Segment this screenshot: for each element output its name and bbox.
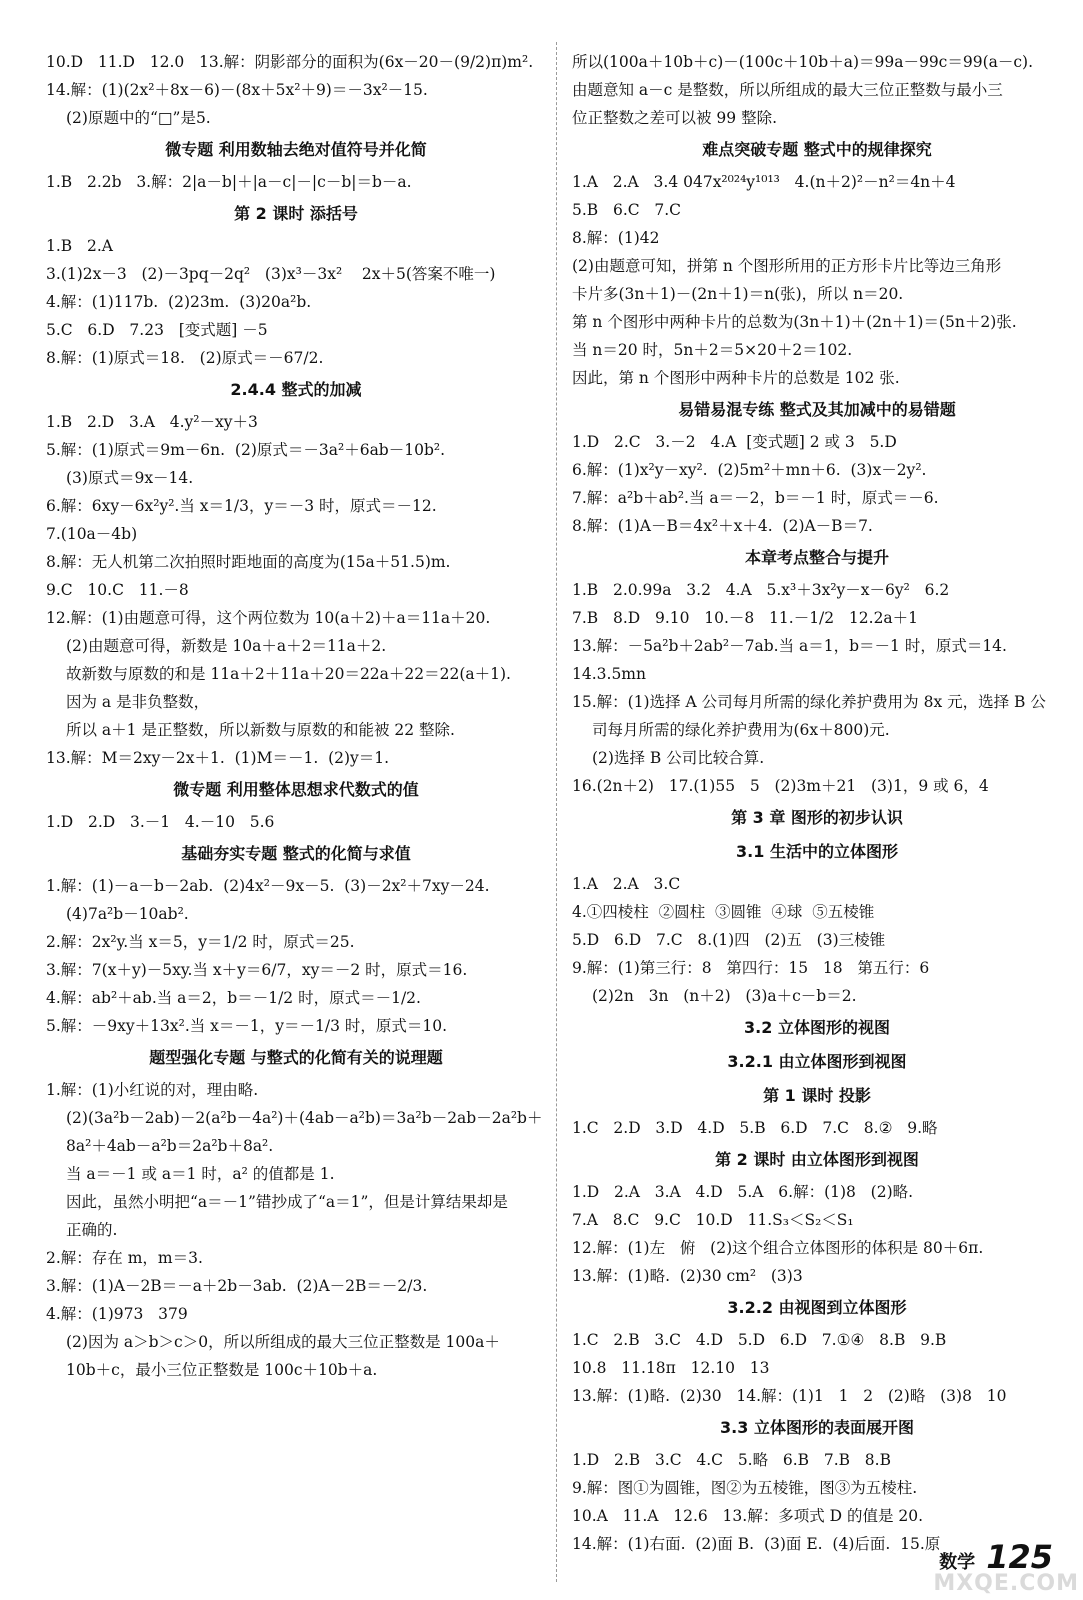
- answer-line: 10.8 11.18π 12.10 13: [572, 1359, 770, 1377]
- section-heading: 题型强化专题 与整式的化简有关的说理题: [149, 1048, 443, 1067]
- answer-line: 1.D 2.C 3.－2 4.A [变式题] 2 或 3 5.D: [572, 433, 897, 451]
- answer-line: 16.(2n＋2) 17.(1)55 5 (2)3m＋21 (3)1，9 或 6，4: [572, 777, 989, 795]
- section-heading: 本章考点整合与提升: [744, 548, 889, 567]
- answer-line: 7.解：a²b＋ab².当 a＝－2，b＝－1 时，原式＝－6.: [572, 489, 939, 507]
- section-heading: 3.2.1 由立体图形到视图: [727, 1052, 907, 1071]
- answer-line: (2)因为 a＞b＞c＞0，所以所组成的最大三位正整数是 100a＋: [66, 1333, 500, 1351]
- answer-line: 13.解：(1)略. (2)30 14.解：(1)1 1 2 (2)略 (3)8 10: [572, 1387, 1007, 1405]
- answer-line: 1.B 2.2b 3.解：2|a－b|＋|a－c|－|c－b|＝b－a.: [46, 173, 412, 191]
- answer-line: (3)原式＝9x－14.: [66, 469, 194, 487]
- answer-line: 当 a＝－1 或 a＝1 时，a² 的值都是 1.: [66, 1165, 335, 1183]
- answer-line: 2.解：存在 m，m＝3.: [46, 1249, 203, 1267]
- answer-line: 6.解：6xy－6x²y².当 x＝1/3，y＝－3 时，原式＝－12.: [46, 497, 437, 515]
- answer-line: 1.D 2.A 3.A 4.D 5.A 6.解：(1)8 (2)略.: [572, 1183, 914, 1201]
- answer-line: (4)7a²b－10ab².: [66, 905, 189, 923]
- answer-line: 10.A 11.A 12.6 13.解：多项式 D 的值是 20.: [572, 1507, 924, 1525]
- answer-line: 3.(1)2x－3 (2)－3pq－2q² (3)x³－3x² 2x＋5(答案不唯一): [46, 265, 496, 283]
- section-heading: 基础夯实专题 整式的化简与求值: [181, 844, 411, 863]
- answer-line: 故新数与原数的和是 11a＋2＋11a＋20＝22a＋22＝22(a＋1).: [66, 665, 511, 683]
- section-heading: 3.2.2 由视图到立体图形: [727, 1298, 907, 1317]
- answer-line: 1.解：(1)小红说的对，理由略.: [46, 1081, 259, 1099]
- answer-line: 1.D 2.B 3.C 4.C 5.略 6.B 7.B 8.B: [572, 1451, 891, 1469]
- answer-line: 9.C 10.C 11.－8: [46, 581, 189, 599]
- answer-line: 14.解：(1)(2x²＋8x－6)－(8x＋5x²＋9)＝－3x²－15.: [46, 81, 428, 99]
- answer-line: 9.解：(1)第三行：8 第四行：15 18 第五行：6: [572, 959, 930, 977]
- answer-line: (2)由题意可知，拼第 n 个图形所用的正方形卡片比等边三角形: [572, 257, 1002, 275]
- answer-line: 1.解：(1)－a－b－2ab. (2)4x²－9x－5. (3)－2x²＋7xy－24.: [46, 877, 490, 895]
- section-heading: 微专题 利用数轴去绝对值符号并化简: [165, 140, 427, 159]
- answer-line: 第 n 个图形中两种卡片的总数为(3n＋1)＋(2n＋1)＝(5n＋2)张.: [572, 313, 1017, 331]
- answer-line: 6.解：(1)x²y－xy². (2)5m²＋mn＋6. (3)x－2y².: [572, 461, 927, 479]
- answer-line: 1.A 2.A 3.C: [572, 875, 681, 893]
- answer-line: 5.解：－9xy＋13x².当 x＝－1，y＝－1/3 时，原式＝10.: [46, 1017, 448, 1035]
- section-heading: 易错易混专练 整式及其加减中的易错题: [678, 400, 956, 419]
- answer-line: 正确的.: [66, 1221, 118, 1239]
- answer-line: 1.B 2.D 3.A 4.y²－xy＋3: [46, 413, 258, 431]
- answer-line: 13.解：M＝2xy－2x＋1. (1)M＝－1. (2)y＝1.: [46, 749, 390, 767]
- section-heading: 第 2 课时 添括号: [234, 204, 358, 223]
- answer-line: 3.解：7(x＋y)－5xy.当 x＋y＝6/7，xy＝－2 时，原式＝16.: [46, 961, 468, 979]
- answer-line: 7.B 8.D 9.10 10.－8 11.－1/2 12.2a＋1: [572, 609, 919, 627]
- answer-line: 10b＋c，最小三位正整数是 100c＋10b＋a.: [66, 1361, 378, 1379]
- answer-line: 所以 a＋1 是正整数，所以新数与原数的和能被 22 整除.: [66, 721, 455, 739]
- answer-line: 所以(100a＋10b＋c)－(100c＋10b＋a)＝99a－99c＝99(a－c).: [572, 53, 1034, 71]
- answer-line: 因此，第 n 个图形中两种卡片的总数是 102 张.: [572, 369, 900, 387]
- answer-line: 15.解：(1)选择 A 公司每月所需的绿化养护费用为 8x 元，选择 B 公: [572, 693, 1046, 711]
- watermark: MXQE.COM: [933, 1571, 1079, 1596]
- answer-line: 5.解：(1)原式＝9m－6n. (2)原式＝－3a²＋6ab－10b².: [46, 441, 446, 459]
- section-heading: 第 3 章 图形的初步认识: [731, 808, 903, 827]
- section-heading: 3.3 立体图形的表面展开图: [720, 1418, 914, 1437]
- answer-line: 7.A 8.C 9.C 10.D 11.S₃＜S₂＜S₁: [572, 1211, 854, 1229]
- section-heading: 第 2 课时 由立体图形到视图: [715, 1150, 919, 1169]
- section-heading: 微专题 利用整体思想求代数式的值: [173, 780, 419, 799]
- answer-line: (2)选择 B 公司比较合算.: [592, 749, 765, 767]
- answer-line: 1.B 2.0.99a 3.2 4.A 5.x³＋3x²y－x－6y² 6.2: [572, 581, 950, 599]
- answer-line: 当 n＝20 时，5n＋2＝5×20＋2＝102.: [572, 341, 853, 359]
- answer-line: (2)2n 3n (n＋2) (3)a＋c－b＝2.: [592, 987, 857, 1005]
- answer-line: (2)(3a²b－2ab)－2(a²b－4a²)＋(4ab－a²b)＝3a²b－2ab－2a²b＋: [66, 1109, 543, 1127]
- answer-line: 14.3.5mn: [572, 665, 646, 683]
- section-heading: 2.4.4 整式的加减: [230, 380, 362, 399]
- answer-line: 因为 a 是非负整数，: [66, 693, 210, 711]
- answer-line: 4.①四棱柱 ②圆柱 ③圆锥 ④球 ⑤五棱锥: [572, 903, 875, 921]
- section-heading: 3.2 立体图形的视图: [744, 1018, 890, 1037]
- answer-line: 1.B 2.A: [46, 237, 113, 255]
- answer-line: 2.解：2x²y.当 x＝5，y＝1/2 时，原式＝25.: [46, 933, 355, 951]
- answer-line: 13.解：(1)略. (2)30 cm² (3)3: [572, 1267, 803, 1285]
- section-heading: 第 1 课时 投影: [763, 1086, 871, 1105]
- answer-line: 4.解：ab²＋ab.当 a＝2，b＝－1/2 时，原式＝－1/2.: [46, 989, 421, 1007]
- answer-line: 8a²＋4ab－a²b＝2a²b＋8a².: [66, 1137, 274, 1155]
- answer-line: 司每月所需的绿化养护费用为(6x＋800)元.: [592, 721, 890, 739]
- answer-line: 卡片多(3n＋1)－(2n＋1)＝n(张)，所以 n＝20.: [572, 285, 904, 303]
- answer-line: 4.解：(1)973 379: [46, 1305, 188, 1323]
- answer-line: 由题意知 a－c 是整数，所以所组成的最大三位正整数与最小三: [572, 81, 1003, 99]
- answer-line: 8.解：(1)42: [572, 229, 660, 247]
- answer-line: 9.解：图①为圆锥，图②为五棱锥，图③为五棱柱.: [572, 1479, 918, 1497]
- answer-line: 1.C 2.D 3.D 4.D 5.B 6.D 7.C 8.② 9.略: [572, 1119, 938, 1137]
- answer-line: 5.D 6.D 7.C 8.(1)四 (2)五 (3)三棱锥: [572, 931, 886, 949]
- answer-line: 1.C 2.B 3.C 4.D 5.D 6.D 7.①④ 8.B 9.B: [572, 1331, 947, 1349]
- answer-line: 8.解：(1)原式＝18. (2)原式＝－67/2.: [46, 349, 324, 367]
- answer-line: (2)由题意可得，新数是 10a＋a＋2＝11a＋2.: [66, 637, 387, 655]
- answer-line: 10.D 11.D 12.0 13.解：阴影部分的面积为(6x－20－(9/2)π)m².: [46, 53, 534, 71]
- answer-line: 1.A 2.A 3.4 047x²⁰²⁴y¹⁰¹³ 4.(n＋2)²－n²＝4n＋4: [572, 173, 956, 191]
- page-number: 125: [986, 1538, 1053, 1576]
- left-column: [46, 48, 546, 1384]
- answer-line: 1.D 2.D 3.－1 4.－10 5.6: [46, 813, 275, 831]
- answer-line: 5.C 6.D 7.23 [变式题] －5: [46, 321, 268, 339]
- answer-line: 8.解：(1)A－B＝4x²＋x＋4. (2)A－B＝7.: [572, 517, 873, 535]
- answer-line: 12.解：(1)左 俯 (2)这个组合立体图形的体积是 80＋6π.: [572, 1239, 984, 1257]
- section-heading: 3.1 生活中的立体图形: [736, 842, 898, 861]
- answer-line: 4.解：(1)117b. (2)23m. (3)20a²b.: [46, 293, 312, 311]
- answer-line: 3.解：(1)A－2B＝－a＋2b－3ab. (2)A－2B＝－2/3.: [46, 1277, 428, 1295]
- answer-line: 位正整数之差可以被 99 整除.: [572, 109, 778, 127]
- answer-line: 8.解：无人机第二次拍照时距地面的高度为(15a＋51.5)m.: [46, 553, 451, 571]
- answer-line: 5.B 6.C 7.C: [572, 201, 682, 219]
- column-divider: [556, 42, 557, 1582]
- answer-line: 12.解：(1)由题意可得，这个两位数为 10(a＋2)＋a＝11a＋20.: [46, 609, 491, 627]
- section-heading: 难点突破专题 整式中的规律探究: [702, 140, 932, 159]
- answer-line: (2)原题中的“□”是5.: [66, 109, 211, 127]
- right-column: [572, 48, 1062, 1558]
- answer-line: 14.解：(1)右面. (2)面 B. (3)面 E. (4)后面. 15.原: [572, 1535, 941, 1553]
- answer-line: 因此，虽然小明把“a＝－1”错抄成了“a＝1”，但是计算结果却是: [66, 1193, 508, 1211]
- answer-line: 13.解：－5a²b＋2ab²－7ab.当 a＝1，b＝－1 时，原式＝14.: [572, 637, 1007, 655]
- answer-line: 7.(10a－4b): [46, 525, 138, 543]
- footer-subject: 数学: [939, 1552, 976, 1573]
